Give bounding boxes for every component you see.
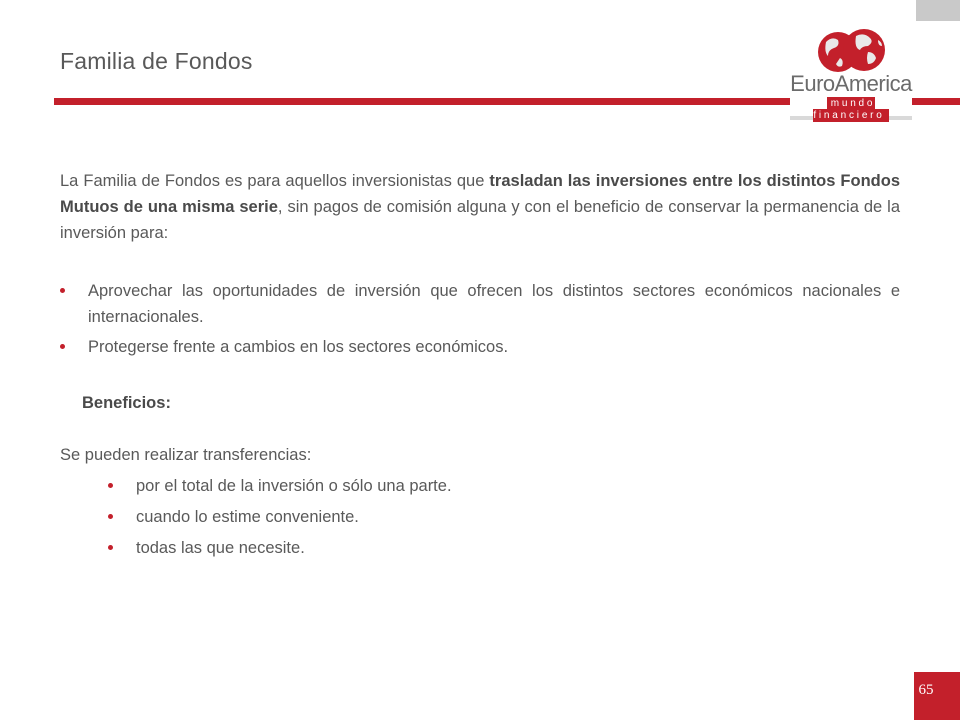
- intro-text-end: , sin pagos de comisión alguna y con el beneficio de conservar la permanencia de la inversión para:: [60, 198, 900, 242]
- list-item: [60, 535, 900, 561]
- logo-wordmark: EuroAmerica: [790, 71, 912, 96]
- logo-tagline: [790, 98, 912, 122]
- intro-paragraph: [60, 168, 900, 246]
- list-item: [60, 334, 900, 360]
- page-title: Familia de Fondos: [60, 48, 253, 74]
- globes-icon: [812, 28, 892, 74]
- bullet-icon: [108, 483, 113, 488]
- page-number: 65: [918, 682, 934, 698]
- page-number-badge: [914, 672, 960, 720]
- bullet-icon: [108, 545, 113, 550]
- list-item: [60, 504, 900, 530]
- intro-text-bold: trasladan las inversiones entre los distintos Fondos Mutuos de una misma serie: [60, 172, 900, 216]
- list-item: [60, 473, 900, 499]
- benefits-list: [60, 278, 900, 360]
- bullet-icon: [108, 514, 113, 519]
- transfer-list: [60, 473, 900, 561]
- euroamerica-logo: [790, 22, 912, 120]
- list-item-text: todas las que necesite.: [136, 539, 305, 557]
- beneficios-heading: Beneficios:: [82, 394, 171, 412]
- intro-text-start: La Familia de Fondos es para aquellos inversionistas que: [60, 172, 490, 190]
- corner-decoration: [916, 0, 960, 21]
- slide-content: [60, 168, 900, 561]
- list-item-text: por el total de la inversión o sólo una parte.: [136, 477, 452, 495]
- list-item: [60, 278, 900, 330]
- list-item-text: Protegerse frente a cambios en los sectores económicos.: [88, 338, 509, 356]
- list-item-text: cuando lo estime conveniente.: [136, 508, 359, 526]
- transfer-intro: Se pueden realizar transferencias:: [60, 446, 312, 464]
- bullet-icon: [60, 344, 65, 349]
- logo-tagline-text: mundo financiero: [813, 97, 888, 122]
- list-item-text: Aprovechar las oportunidades de inversión que ofrecen los distintos sectores económicos nacionales e internacionales.: [88, 282, 900, 326]
- bullet-icon: [60, 288, 65, 293]
